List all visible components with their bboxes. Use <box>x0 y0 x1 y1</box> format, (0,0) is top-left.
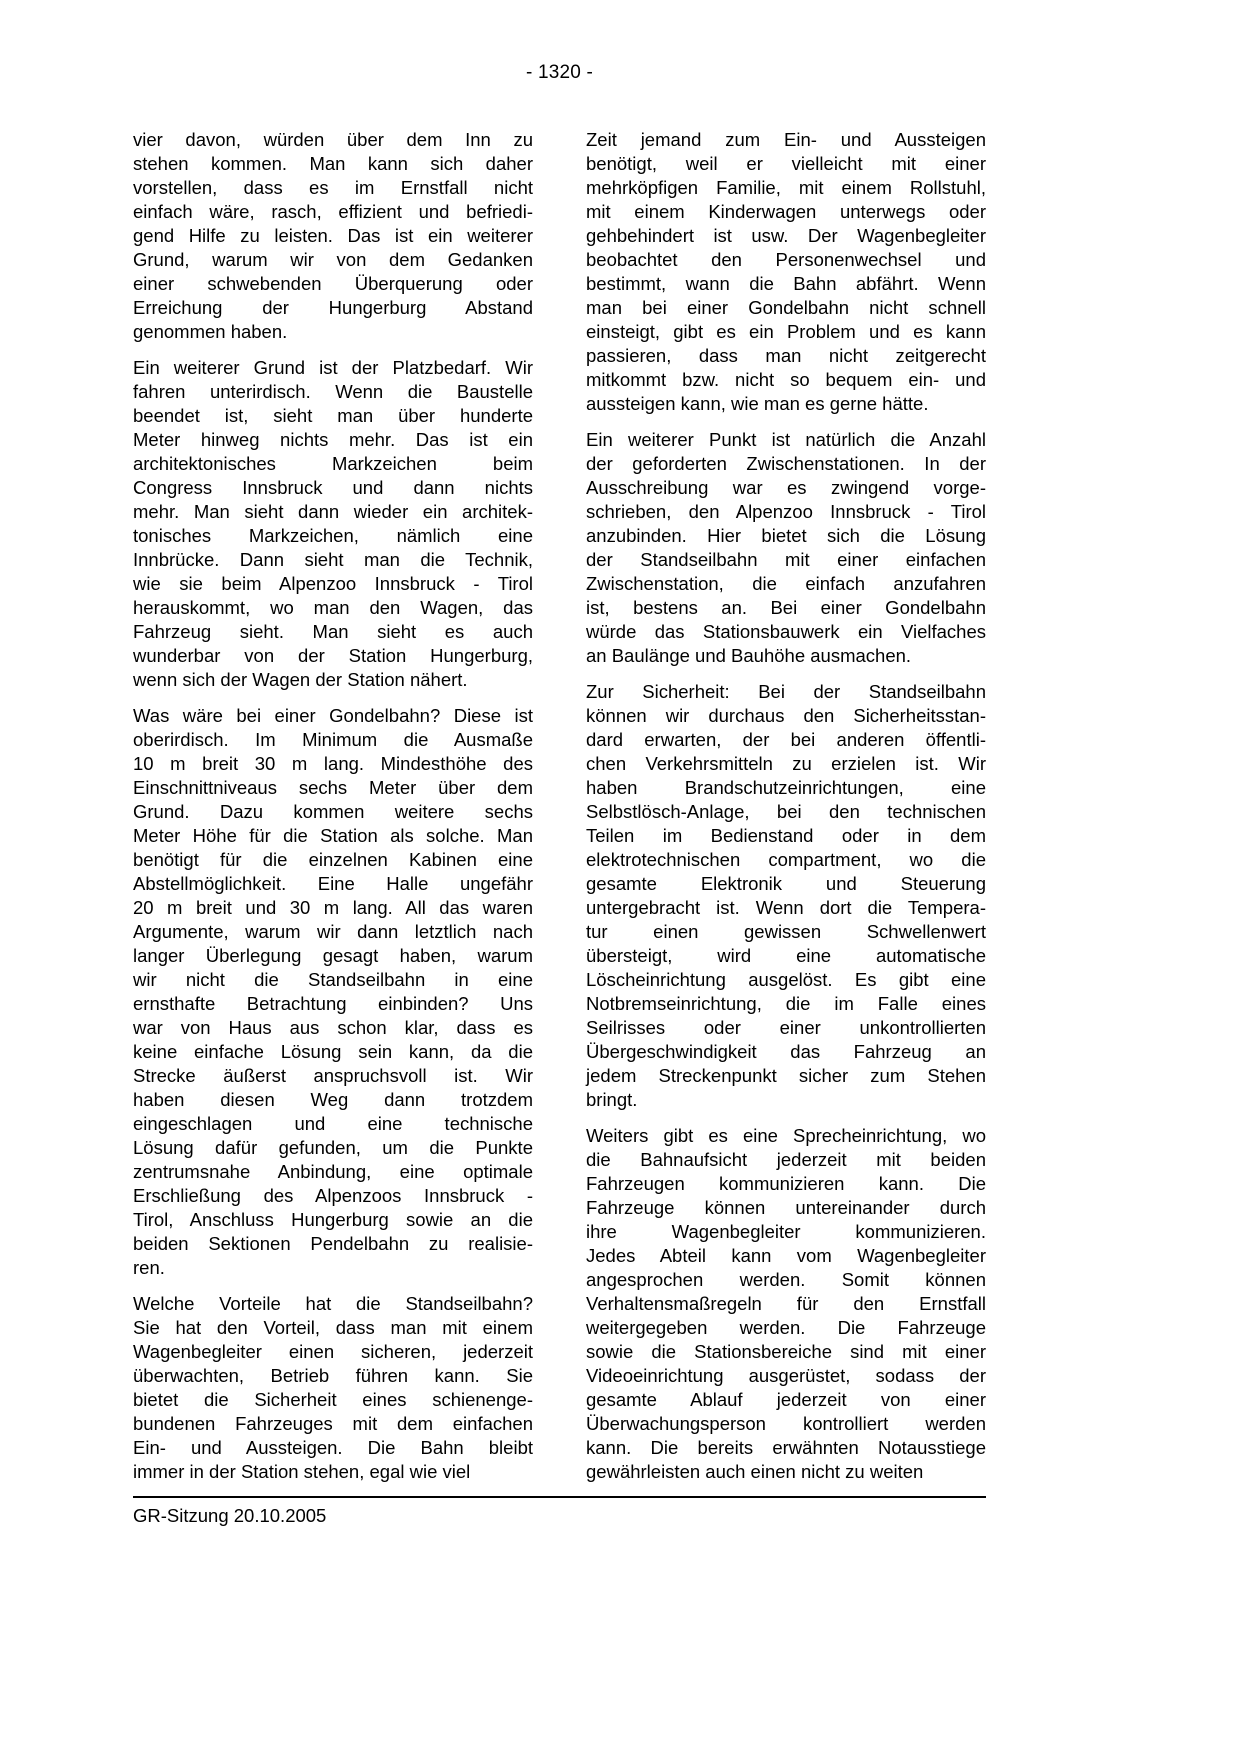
paragraph <box>586 1124 986 1484</box>
text-line: langer Überlegung gesagt haben, warum <box>133 945 533 966</box>
text-line: gend Hilfe zu leisten. Das ist ein weiterer <box>133 225 533 246</box>
text-line: stehen kommen. Man kann sich daher <box>133 153 533 174</box>
text-line: Was wäre bei einer Gondelbahn? Diese ist <box>133 705 533 726</box>
text-line: ren. <box>133 1257 165 1278</box>
text-line: dard erwarten, der bei anderen öffentli- <box>586 729 986 750</box>
text-line: gehbehindert ist usw. Der Wagenbegleiter <box>586 225 986 246</box>
text-line: wenn sich der Wagen der Station nähert. <box>133 669 468 690</box>
text-line: bringt. <box>586 1089 638 1110</box>
text-line: Wagenbegleiter einen sicheren, jederzeit <box>133 1341 533 1362</box>
text-line: Einschnittniveaus sechs Meter über dem <box>133 777 533 798</box>
text-line: gesamte Elektronik und Steuerung <box>586 873 986 894</box>
text-line: Seilrisses oder einer unkontrollierten <box>586 1017 986 1038</box>
text-line: angesprochen werden. Somit können <box>586 1269 986 1290</box>
paragraph <box>586 428 986 668</box>
text-line: Fahrzeugen kommunizieren kann. Die <box>586 1173 986 1194</box>
text-line: Verhaltensmaßregeln für den Ernstfall <box>586 1293 986 1314</box>
text-line: beendet ist, sieht man über hunderte <box>133 405 533 426</box>
text-line: an Baulänge und Bauhöhe ausmachen. <box>586 645 912 666</box>
paragraph <box>133 704 533 1280</box>
text-line: Zwischenstation, die einfach anzufahren <box>586 573 986 594</box>
text-line: würde das Stationsbauwerk ein Vielfaches <box>586 621 986 642</box>
left-column <box>133 128 533 1496</box>
text-line: Argumente, warum wir dann letztlich nach <box>133 921 533 942</box>
text-line: bietet die Sicherheit eines schienenge- <box>133 1389 533 1410</box>
text-line: Erreichung der Hungerburg Abstand <box>133 297 533 318</box>
text-line: wie sie beim Alpenzoo Innsbruck - Tirol <box>133 573 533 594</box>
text-line: vier davon, würden über dem Inn zu <box>133 129 533 150</box>
text-line: ist, bestens an. Bei einer Gondelbahn <box>586 597 986 618</box>
text-line: ihre Wagenbegleiter kommunizieren. <box>586 1221 986 1242</box>
text-line: eingeschlagen und eine technische <box>133 1113 533 1134</box>
text-line: Meter hinweg nichts mehr. Das ist ein <box>133 429 533 450</box>
text-columns <box>133 128 986 1496</box>
text-line: mehr. Man sieht dann wieder ein architek- <box>133 501 533 522</box>
text-line: Videoeinrichtung ausgerüstet, sodass der <box>586 1365 986 1386</box>
paragraph <box>133 356 533 692</box>
paragraph <box>133 128 533 344</box>
text-line: anzubinden. Hier bietet sich die Lösung <box>586 525 986 546</box>
text-line: 20 m breit und 30 m lang. All das waren <box>133 897 533 918</box>
text-line: kann. Die bereits erwähnten Notausstiege <box>586 1437 986 1458</box>
text-line: oberirdisch. Im Minimum die Ausmaße <box>133 729 533 750</box>
text-line: der geforderten Zwischenstationen. In der <box>586 453 986 474</box>
text-line: Tirol, Anschluss Hungerburg sowie an die <box>133 1209 533 1230</box>
text-line: Ein- und Aussteigen. Die Bahn bleibt <box>133 1437 533 1458</box>
text-line: Meter Höhe für die Station als solche. Man <box>133 825 533 846</box>
text-line: immer in der Station stehen, egal wie viel <box>133 1461 471 1482</box>
text-line: Selbstlösch-Anlage, bei den technischen <box>586 801 986 822</box>
text-line: Innbrücke. Dann sieht man die Technik, <box>133 549 533 570</box>
text-line: schrieben, den Alpenzoo Innsbruck - Tirol <box>586 501 986 522</box>
text-line: Zur Sicherheit: Bei der Standseilbahn <box>586 681 986 702</box>
right-column <box>586 128 986 1496</box>
text-line: Übergeschwindigkeit das Fahrzeug an <box>586 1041 986 1062</box>
text-line: der Standseilbahn mit einer einfachen <box>586 549 986 570</box>
text-line: war von Haus aus schon klar, dass es <box>133 1017 533 1038</box>
text-line: beiden Sektionen Pendelbahn zu realisie- <box>133 1233 533 1254</box>
text-line: chen Verkehrsmitteln zu erzielen ist. Wir <box>586 753 986 774</box>
text-line: mitkommt bzw. nicht so bequem ein- und <box>586 369 986 390</box>
text-line: tur einen gewissen Schwellenwert <box>586 921 986 942</box>
text-line: 10 m breit 30 m lang. Mindesthöhe des <box>133 753 533 774</box>
text-line: Ein weiterer Punkt ist natürlich die Anzahl <box>586 429 986 450</box>
text-line: beobachtet den Personenwechsel und <box>586 249 986 270</box>
text-line: Grund, warum wir von dem Gedanken <box>133 249 533 270</box>
text-line: jedem Streckenpunkt sicher zum Stehen <box>586 1065 986 1086</box>
footer-divider <box>133 1496 986 1498</box>
text-line: mehrköpfigen Familie, mit einem Rollstuhl, <box>586 177 986 198</box>
text-line: benötigt für die einzelnen Kabinen eine <box>133 849 533 870</box>
text-line: Welche Vorteile hat die Standseilbahn? <box>133 1293 533 1314</box>
text-line: sowie die Stationsbereiche sind mit einer <box>586 1341 986 1362</box>
text-line: Ein weiterer Grund ist der Platzbedarf. Wir <box>133 357 533 378</box>
text-line: benötigt, weil er vielleicht mit einer <box>586 153 986 174</box>
text-line: wunderbar von der Station Hungerburg, <box>133 645 533 666</box>
text-line: haben Brandschutzeinrichtungen, eine <box>586 777 986 798</box>
text-line: genommen haben. <box>133 321 288 342</box>
text-line: tonisches Markzeichen, nämlich eine <box>133 525 533 546</box>
text-line: Strecke äußerst anspruchsvoll ist. Wir <box>133 1065 533 1086</box>
text-line: können wir durchaus den Sicherheitsstan- <box>586 705 986 726</box>
text-line: keine einfache Lösung sein kann, da die <box>133 1041 533 1062</box>
text-line: Überwachungsperson kontrolliert werden <box>586 1413 986 1434</box>
text-line: Congress Innsbruck und dann nichts <box>133 477 533 498</box>
text-line: Sie hat den Vorteil, dass man mit einem <box>133 1317 533 1338</box>
text-line: Zeit jemand zum Ein- und Aussteigen <box>586 129 986 150</box>
text-line: haben diesen Weg dann trotzdem <box>133 1089 533 1110</box>
text-line: Fahrzeug sieht. Man sieht es auch <box>133 621 533 642</box>
text-line: einfach wäre, rasch, effizient und befriedi- <box>133 201 533 222</box>
text-line: die Bahnaufsicht jederzeit mit beiden <box>586 1149 986 1170</box>
text-line: übersteigt, wird eine automatische <box>586 945 986 966</box>
footer-session-label: GR-Sitzung 20.10.2005 <box>133 1505 327 1526</box>
page-number: - 1320 - <box>525 62 594 83</box>
text-line: Löscheinrichtung ausgelöst. Es gibt eine <box>586 969 986 990</box>
page-footer <box>133 1496 986 1527</box>
text-line: fahren unterirdisch. Wenn die Baustelle <box>133 381 533 402</box>
text-line: bestimmt, wann die Bahn abfährt. Wenn <box>586 273 986 294</box>
text-line: ernsthafte Betrachtung einbinden? Uns <box>133 993 533 1014</box>
text-line: mit einem Kinderwagen unterwegs oder <box>586 201 986 222</box>
text-line: einer schwebenden Überquerung oder <box>133 273 533 294</box>
text-line: gewährleisten auch einen nicht zu weiten <box>586 1461 924 1482</box>
text-line: Ausschreibung war es zwingend vorge- <box>586 477 986 498</box>
paragraph <box>133 1292 533 1484</box>
text-line: Erschließung des Alpenzoos Innsbruck - <box>133 1185 533 1206</box>
text-line: Grund. Dazu kommen weitere sechs <box>133 801 533 822</box>
text-line: vorstellen, dass es im Ernstfall nicht <box>133 177 533 198</box>
paragraph <box>586 680 986 1112</box>
text-line: weitergegeben werden. Die Fahrzeuge <box>586 1317 986 1338</box>
text-line: gesamte Ablauf jederzeit von einer <box>586 1389 986 1410</box>
text-line: überwachten, Betrieb führen kann. Sie <box>133 1365 533 1386</box>
text-line: Teilen im Bedienstand oder in dem <box>586 825 986 846</box>
text-line: untergebracht ist. Wenn dort die Tempera- <box>586 897 986 918</box>
paragraph <box>586 128 986 416</box>
text-line: elektrotechnischen compartment, wo die <box>586 849 986 870</box>
text-line: Weiters gibt es eine Sprecheinrichtung, wo <box>586 1125 986 1146</box>
text-line: einsteigt, gibt es ein Problem und es kann <box>586 321 986 342</box>
text-line: herauskommt, wo man den Wagen, das <box>133 597 533 618</box>
text-line: man bei einer Gondelbahn nicht schnell <box>586 297 986 318</box>
text-line: passieren, dass man nicht zeitgerecht <box>586 345 986 366</box>
text-line: Jedes Abteil kann vom Wagenbegleiter <box>586 1245 986 1266</box>
text-line: Abstellmöglichkeit. Eine Halle ungefähr <box>133 873 533 894</box>
text-line: Fahrzeuge können untereinander durch <box>586 1197 986 1218</box>
text-line: aussteigen kann, wie man es gerne hätte. <box>586 393 929 414</box>
text-line: Lösung dafür gefunden, um die Punkte <box>133 1137 533 1158</box>
text-line: zentrumsnahe Anbindung, eine optimale <box>133 1161 533 1182</box>
text-line: bundenen Fahrzeuges mit dem einfachen <box>133 1413 533 1434</box>
text-line: architektonisches Markzeichen beim <box>133 453 533 474</box>
text-line: Notbremseinrichtung, die im Falle eines <box>586 993 986 1014</box>
text-line: wir nicht die Standseilbahn in eine <box>133 969 533 990</box>
